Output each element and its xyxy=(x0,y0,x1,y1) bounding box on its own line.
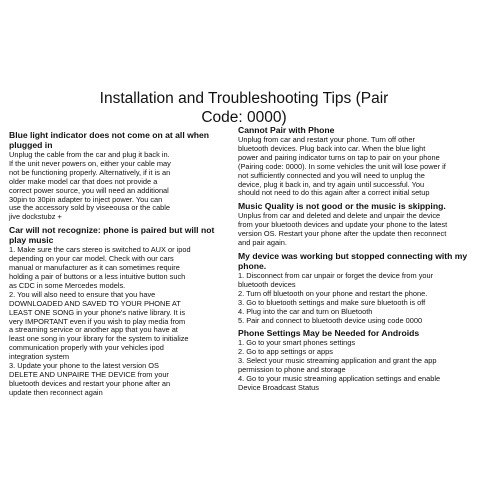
body-line: Unplug the cable from the car and plug it back in. xyxy=(9,150,170,159)
body-line: Unplug from car and restart your phone. Turn off other xyxy=(238,135,415,144)
body-line: 2. Turn off bluetooth on your phone and restart the phone. xyxy=(238,288,428,298)
page-title-line2: Code: 0000) xyxy=(201,109,287,126)
body-line: bluetooth devices. Plug back into car. When the blue light xyxy=(238,143,426,153)
body-line: version OS. Restart your phone after the update then reconnect xyxy=(238,229,447,239)
body-line: jive dockstubz + xyxy=(9,212,62,222)
body-line: not sufficiently connected and you will need to unplug the xyxy=(238,170,425,180)
body-line: as CDC in some Mercedes models. xyxy=(9,280,126,290)
section-body xyxy=(238,339,482,392)
body-line: holding a pair of buttons or a less intuitive button such xyxy=(9,271,186,281)
body-line: 4. Go to your music streaming application settings and enable xyxy=(238,374,441,384)
body-line: Unplus from car and deleted and delete and unpair the device xyxy=(238,211,441,221)
tip-section xyxy=(9,225,231,397)
section-heading: Car will not recognize: phone is paired but will not play music xyxy=(9,225,215,246)
body-line: depending on your car model. Check with our cars xyxy=(9,254,174,264)
body-line: least one song in your library for the system to initialize xyxy=(9,334,189,344)
page-title-line1: Installation and Troubleshooting Tips (Pair xyxy=(99,90,389,107)
right-column xyxy=(238,125,482,396)
body-line: older make model car that does not provide a xyxy=(9,176,158,186)
left-column xyxy=(9,130,231,401)
body-line: LEAST ONE SONG in your phone's native library. It is xyxy=(9,307,186,317)
tip-section xyxy=(238,328,482,392)
body-line: very IMPORTANT even if you wish to play media from xyxy=(9,316,186,326)
body-line: DELETE AND UNPAIRE THE DEVICE from your xyxy=(9,369,169,379)
body-line: update then reconnect again xyxy=(9,387,103,397)
body-line: and pair again. xyxy=(238,238,287,248)
body-line: manual or manufacturer as it can sometimes require xyxy=(9,263,180,273)
section-heading: Cannot Pair with Phone xyxy=(238,125,335,135)
body-line: permission to phone and storage xyxy=(238,365,346,375)
body-line: from your bluetooth devices and update your phone to the latest xyxy=(238,220,448,230)
body-line: integration system xyxy=(9,352,69,362)
tip-section xyxy=(238,201,482,248)
body-line: 3. Go to bluetooth settings and make sure bluetooth is off xyxy=(238,297,426,307)
tip-section xyxy=(238,251,482,325)
section-body xyxy=(238,212,482,248)
body-line: a streaming service or another app that you have at xyxy=(9,325,178,335)
section-heading: Blue light indicator does not come on at all when plugged in xyxy=(9,130,210,150)
section-heading: Phone Settings May be Needed for Androids xyxy=(238,328,420,339)
body-line: bluetooth devices xyxy=(238,279,296,289)
body-line: use the accessory sold by viseeousa or the cable xyxy=(9,203,171,213)
section-body xyxy=(238,136,482,198)
tip-section xyxy=(238,125,482,198)
body-line: (Pairing code: 0000). In some vehicles the unit will lose power if xyxy=(238,161,446,171)
body-line: 2. Go to app settings or apps xyxy=(238,347,333,357)
body-line: 3. Select your music streaming application and grant the app xyxy=(238,356,437,366)
section-heading: My device was working but stopped connecting with my phone. xyxy=(238,250,468,271)
body-line: 4. Plug into the car and turn on Bluetooth xyxy=(238,306,373,316)
section-body xyxy=(9,151,231,222)
body-line: 1. Disconnect from car unpair or forget the device from your xyxy=(238,270,434,280)
body-line: 1. Make sure the cars stereo is switched to AUX or ipod xyxy=(9,245,191,255)
body-line: bluetooth devices and restart your phone after an xyxy=(9,378,171,388)
body-line: 2. You will also need to ensure that you have xyxy=(9,289,156,299)
section-body xyxy=(238,272,482,325)
body-line: communication properly with your vehicles ipod xyxy=(9,343,164,353)
body-line: 5. Pair and connect to bluetooth device using code 0000 xyxy=(238,315,423,325)
body-line: Device Broadcast Status xyxy=(238,382,319,392)
body-line: power and pairing indicator turns on tap to pair on your phone xyxy=(238,152,440,162)
body-line: DOWNLOADED AND SAVED TO YOUR PHONE AT xyxy=(9,298,181,308)
section-heading: Music Quality is not good or the music is skipping. xyxy=(238,201,446,212)
section-body xyxy=(9,246,231,397)
body-line: not be functioning properly. Alternatively, if it is an xyxy=(9,167,171,177)
tip-section xyxy=(9,130,231,222)
body-line: 30pin to 30pin adapter to inject power. You can xyxy=(9,194,163,204)
body-line: should not need to do this again after a correct initial setup xyxy=(238,188,430,198)
body-line: correct power source, you will need an additional xyxy=(9,185,169,195)
body-line: device, plug it back in, and try again until successful. You xyxy=(238,179,425,189)
body-line: 3. Update your phone to the latest version OS xyxy=(9,361,159,371)
body-line: 1. Go to your smart phones settings xyxy=(238,338,356,348)
body-line: If the unit never powers on, either your cable may xyxy=(9,158,171,168)
